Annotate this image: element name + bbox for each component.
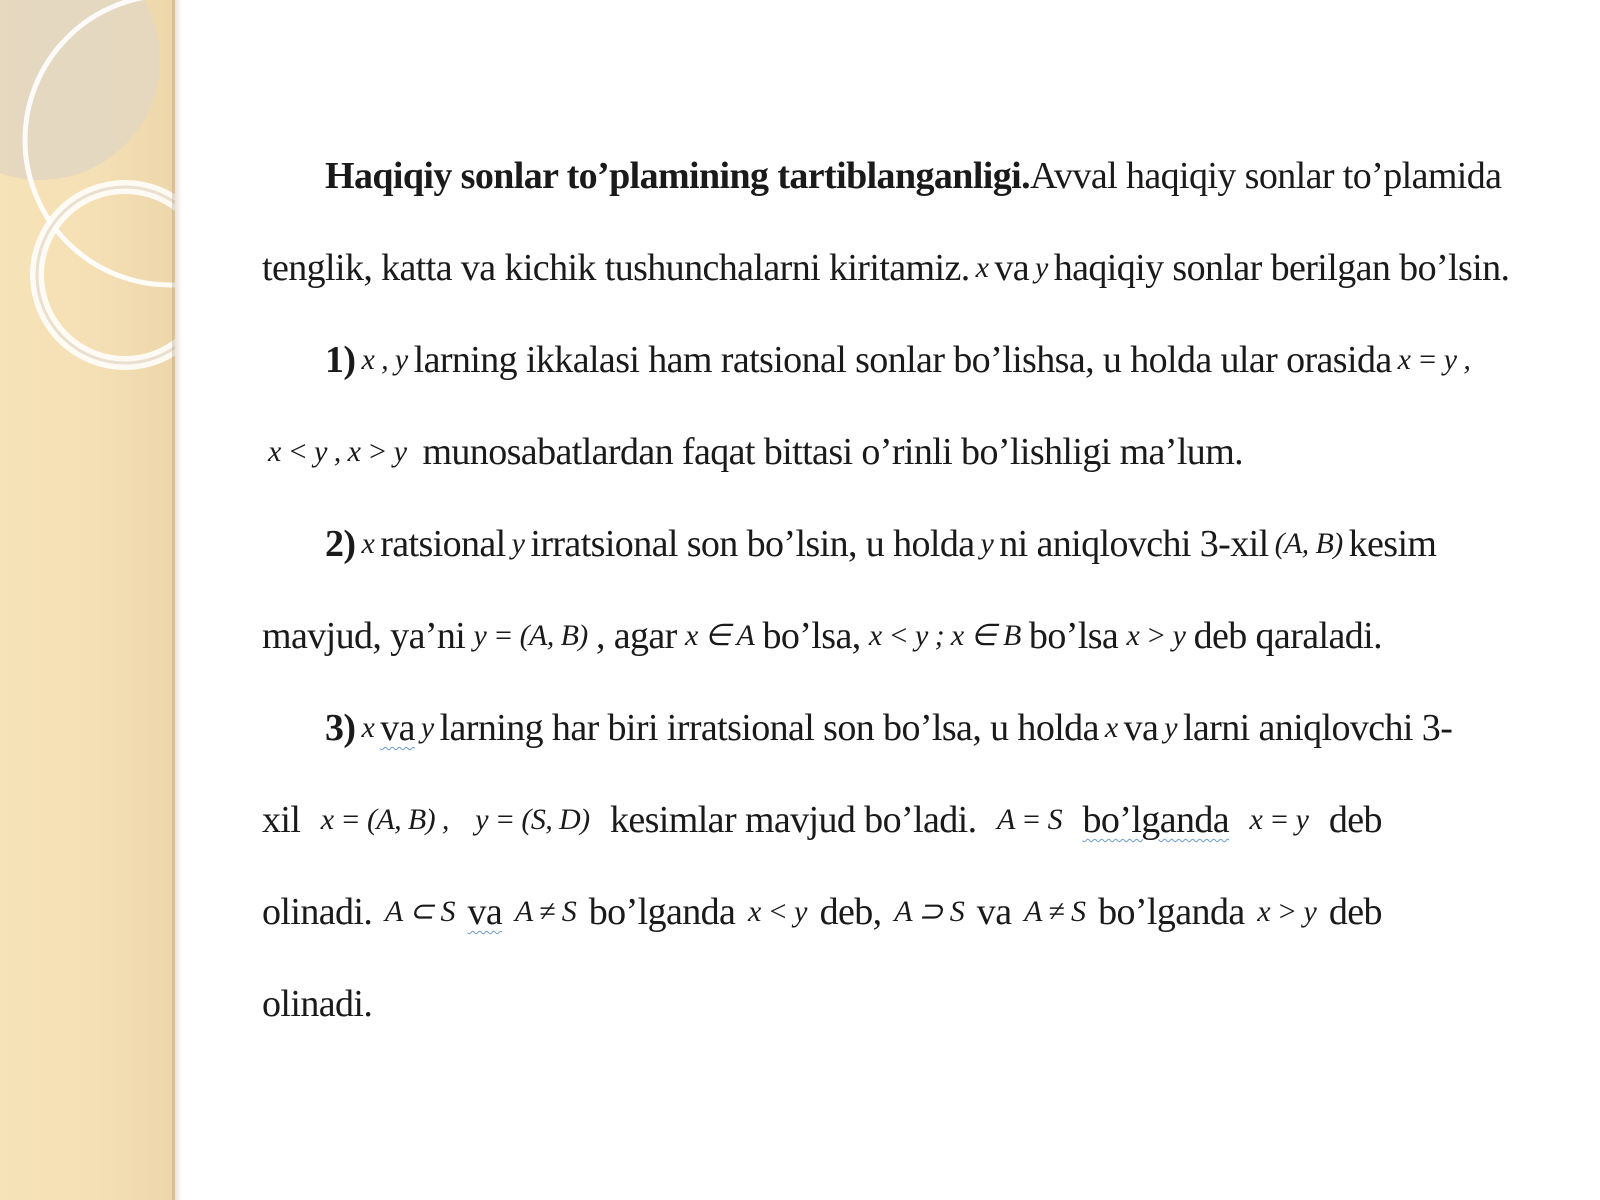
math-var: x <box>1104 711 1118 744</box>
item-number: 1) <box>325 339 356 381</box>
math-expr: x > y <box>1257 895 1317 928</box>
p4-line3 <box>262 866 1382 958</box>
text-run: olinadi. <box>262 891 373 933</box>
text-run: , agar <box>595 615 677 657</box>
decorative-ring-small <box>37 187 175 363</box>
math-var: x <box>361 527 375 560</box>
text-run: mavjud, ya’ni <box>262 615 466 657</box>
math-expr: A ⊂ S <box>384 895 455 928</box>
math-var: y <box>420 711 434 744</box>
math-expr: y = (S, D) <box>475 803 590 836</box>
text-run: bo’lganda <box>1082 799 1230 841</box>
text-run: larning ikkalasi ham ratsional sonlar bo’lishsa, u holda ular orasida <box>413 339 1392 381</box>
math-var: y <box>511 527 525 560</box>
text-run: haqiqiy sonlar berilgan bo’lsin. <box>1053 247 1510 289</box>
p3-line1 <box>262 498 1437 590</box>
item-number: 2) <box>325 523 356 565</box>
text-run: olinadi. <box>262 983 373 1025</box>
text-run: bo’lsa, <box>762 615 861 657</box>
text-run: tenglik, katta va kichik tushunchalarni kiritamiz. <box>262 247 970 289</box>
p4-line2 <box>262 774 1382 866</box>
decorative-sidebar <box>0 0 175 1200</box>
text-run: irratsional son bo’lsin, u holda <box>530 523 975 565</box>
text-run: larning har biri irratsional son bo’lsa, u holda <box>439 707 1099 749</box>
math-expr: x = y <box>1249 803 1309 836</box>
math-expr: A ⊃ S <box>894 895 965 928</box>
p4-line4 <box>262 958 1382 1050</box>
decorative-circles <box>0 0 175 1200</box>
text-run: bo’lganda <box>1098 891 1245 933</box>
math-expr: A = S <box>997 803 1063 836</box>
math-expr: x > y <box>1126 619 1186 652</box>
text-run: va <box>380 707 415 749</box>
text-run: deb <box>1328 799 1382 841</box>
math-expr: A ≠ S <box>514 895 577 928</box>
math-var: x <box>361 711 375 744</box>
document-body <box>262 130 1510 1050</box>
text-run: larni aniqlovchi 3- <box>1182 707 1453 749</box>
text-run: deb <box>1328 891 1382 933</box>
math-var: x <box>975 251 989 284</box>
text-run: Avval haqiqiy sonlar to’plamida <box>1030 155 1502 197</box>
math-expr: y = (A, B) <box>473 619 588 652</box>
text-run: kesimlar mavjud bo’ladi. <box>609 799 977 841</box>
p3-line2 <box>262 590 1382 682</box>
math-expr: A ≠ S <box>1024 895 1086 928</box>
text-run: bo’lganda <box>588 891 736 933</box>
math-expr: x = y , <box>1397 343 1471 376</box>
math-expr: x ∈ A <box>684 619 755 652</box>
math-expr: x < y <box>748 895 807 928</box>
p2-line1 <box>262 314 1471 406</box>
math-var: y <box>1035 251 1048 284</box>
text-run: munosabatlardan faqat bittasi o’rinli bo’lishligi ma’lum. <box>422 431 1244 473</box>
text-run: deb, <box>819 891 882 933</box>
text-run: bo’lsa <box>1028 615 1119 657</box>
p2-line2 <box>262 406 1382 498</box>
text-run: kesim <box>1348 523 1437 565</box>
math-var: y <box>1164 711 1177 744</box>
text-run: ni aniqlovchi 3-xil <box>999 523 1269 565</box>
math-var: y <box>980 527 994 560</box>
p1-line1 <box>262 130 1502 222</box>
p1-line2 <box>262 222 1510 314</box>
math-expr: x < y ; x ∈ B <box>868 619 1021 652</box>
text-run: va <box>1123 707 1159 749</box>
math-expr: (A, B) <box>1274 527 1343 560</box>
text-run: va <box>467 891 503 933</box>
text-run: ratsional <box>380 523 506 565</box>
math-expr: x = (A, B) , <box>320 803 449 836</box>
text-run: deb qaraladi. <box>1193 615 1382 657</box>
text-run: va <box>976 891 1012 933</box>
text-run: va <box>994 247 1030 289</box>
math-expr: x , y <box>361 343 408 376</box>
math-expr: x < y , x > y <box>268 435 407 468</box>
section-heading: Haqiqiy sonlar to’plamining tartiblanganligi. <box>325 155 1031 197</box>
item-number: 3) <box>325 707 356 749</box>
sidebar-shadow <box>172 0 182 1200</box>
p4-line1 <box>262 682 1453 774</box>
text-run: xil <box>262 799 301 841</box>
